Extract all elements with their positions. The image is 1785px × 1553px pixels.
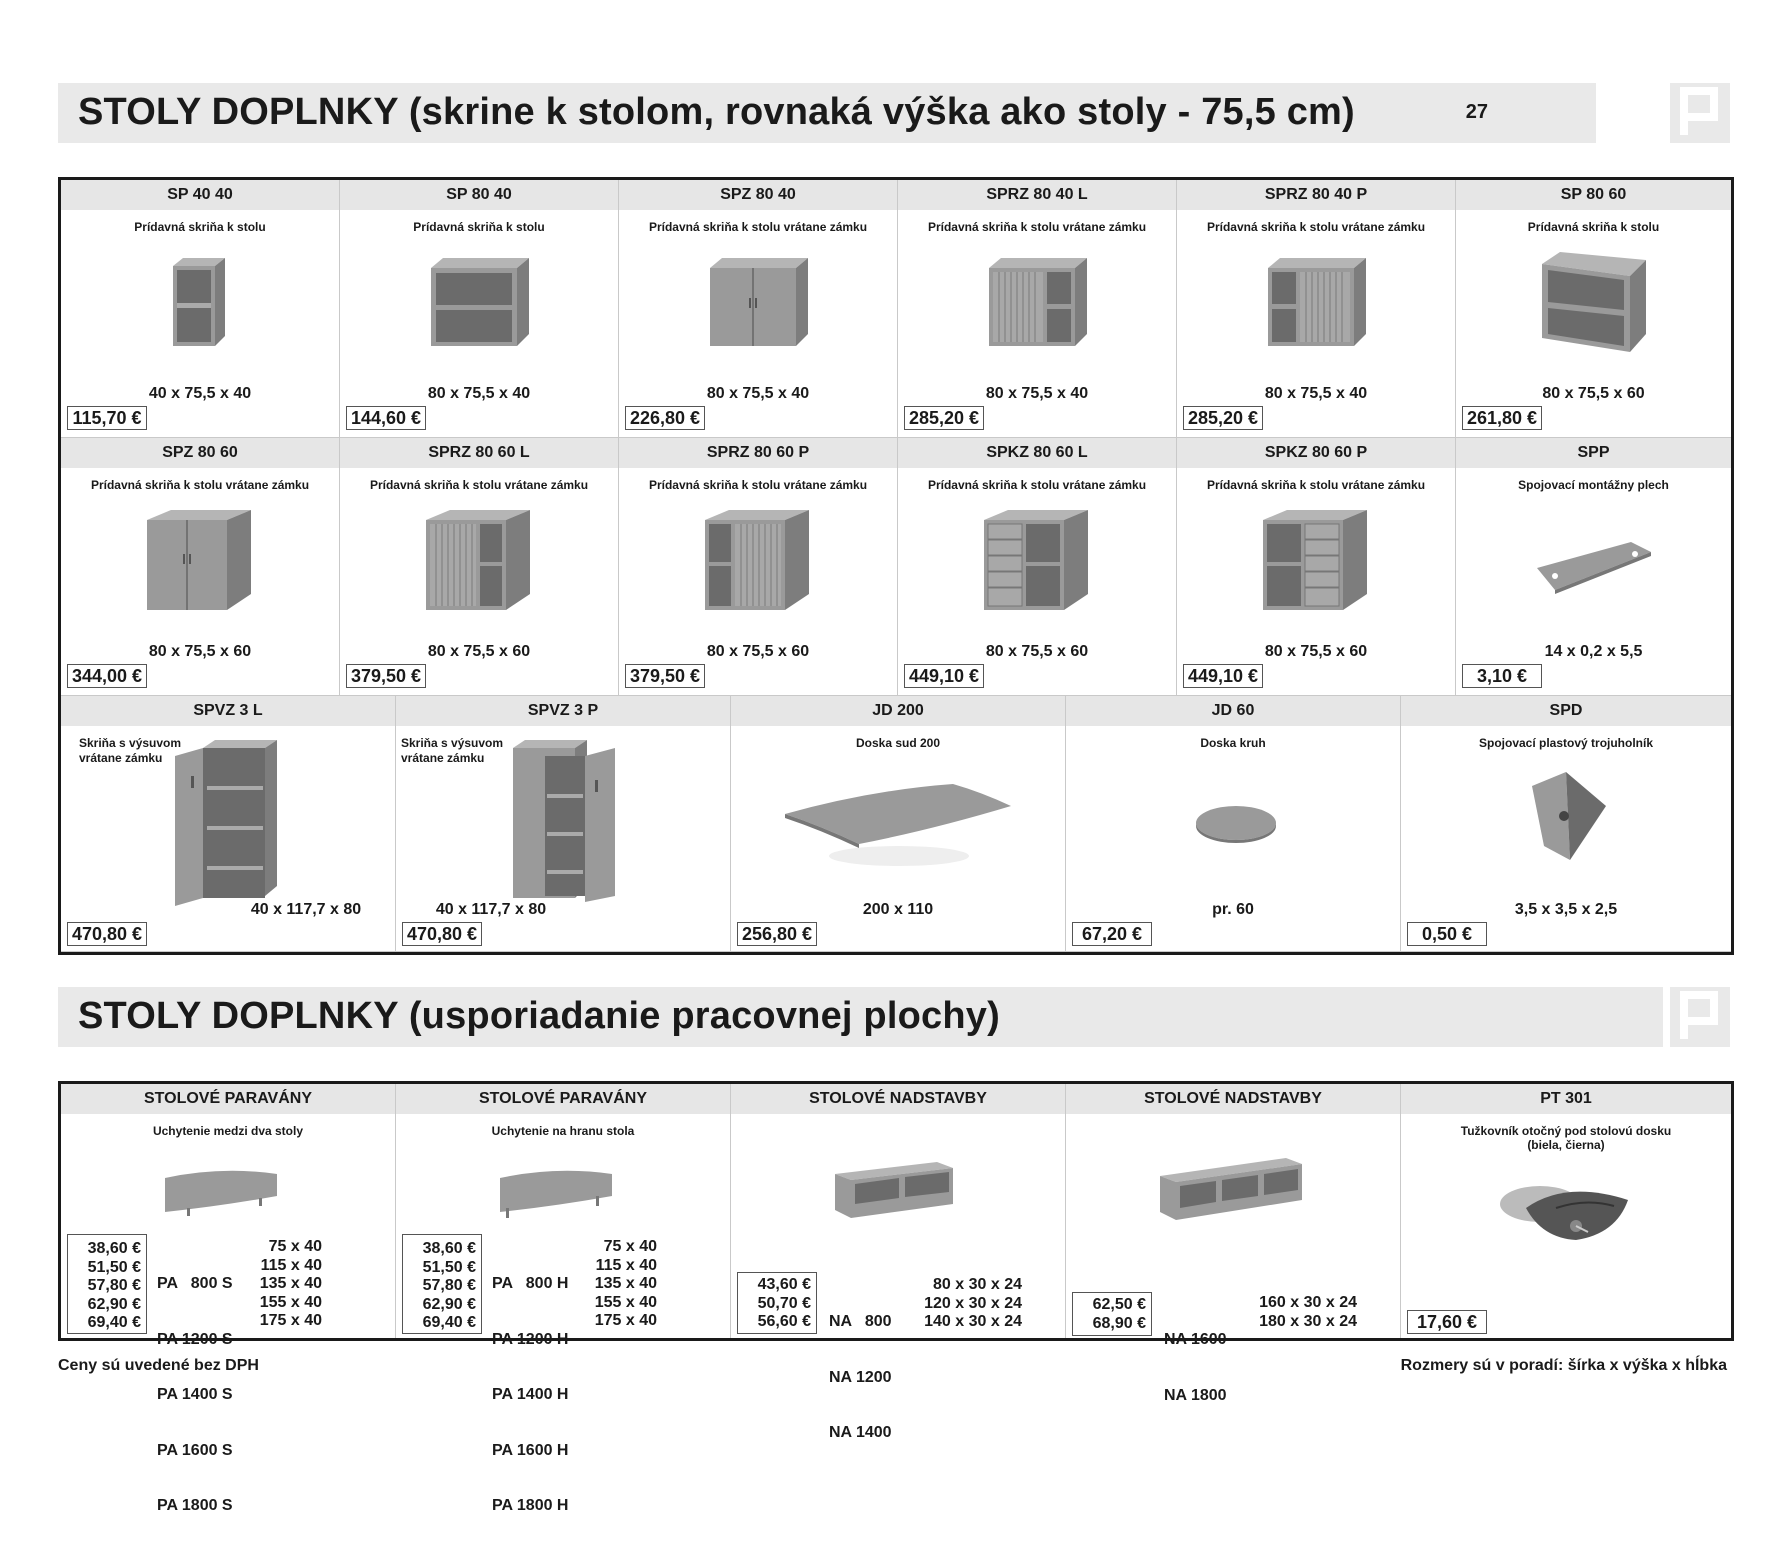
price-column bbox=[1072, 1296, 1146, 1333]
size-item: 115 x 40 bbox=[260, 1256, 322, 1274]
price-column bbox=[737, 1276, 811, 1332]
roller-shutter-cabinet-left-icon bbox=[983, 254, 1093, 354]
size-item: 115 x 40 bbox=[595, 1256, 657, 1274]
open-shelf-cabinet-narrow-icon bbox=[165, 254, 235, 354]
product-price: 115,70 € bbox=[67, 406, 147, 430]
footer-note-dimensions: Rozmery sú v poradí: šírka x výška x hĺbka bbox=[1400, 1357, 1727, 1374]
product-code: SPD bbox=[1401, 696, 1731, 726]
product-description: Prídavná skriňa k stolu bbox=[1527, 220, 1660, 234]
product-description: Prídavná skriňa k stolu vrátane zámku bbox=[648, 220, 868, 234]
product-price: 379,50 € bbox=[625, 664, 705, 688]
product-card bbox=[61, 696, 396, 952]
product-code: SPRZ 80 60 L bbox=[340, 438, 618, 468]
product-description: Skriňa s výsuvom vrátane zámku bbox=[401, 736, 504, 765]
product-price: 449,10 € bbox=[904, 664, 984, 688]
product-price: 67,20 € bbox=[1072, 922, 1152, 946]
product-code: SP 40 40 bbox=[61, 180, 339, 210]
product-dimensions: 200 x 110 bbox=[862, 901, 934, 918]
product-card bbox=[1401, 1084, 1731, 1338]
product-price: 470,80 € bbox=[67, 922, 147, 946]
product-code: SPKZ 80 60 P bbox=[1177, 438, 1455, 468]
product-card bbox=[396, 1084, 731, 1514]
size-item: 140 x 30 x 24 bbox=[924, 1313, 1022, 1330]
section-header-1 bbox=[58, 83, 1596, 143]
product-code: SPP bbox=[1456, 438, 1731, 468]
product-description: Tužkovník otočný pod stolovú dosku (biela, čierna) bbox=[1460, 1124, 1672, 1152]
product-description: Doska sud 200 bbox=[855, 736, 941, 750]
product-code: STOLOVÉ NADSTAVBY bbox=[1066, 1084, 1400, 1114]
product-dimensions: 80 x 75,5 x 40 bbox=[706, 385, 810, 402]
product-code: SPRZ 80 40 P bbox=[1177, 180, 1455, 210]
plastic-triangle-connector-icon bbox=[1526, 766, 1616, 866]
size-item: 75 x 40 bbox=[268, 1238, 322, 1255]
product-price: 379,50 € bbox=[346, 664, 426, 688]
brand-logo-icon bbox=[1670, 83, 1730, 143]
product-code: JD 60 bbox=[1066, 696, 1400, 726]
product-card bbox=[731, 696, 1066, 952]
product-price: 226,80 € bbox=[625, 406, 705, 430]
product-price: 17,60 € bbox=[1407, 1310, 1487, 1334]
product-code: JD 200 bbox=[731, 696, 1065, 726]
price-item: 68,90 € bbox=[1092, 1314, 1146, 1332]
model-item: PA 1400 H bbox=[492, 1386, 569, 1403]
product-price: 261,80 € bbox=[1462, 406, 1542, 430]
product-code: SPRZ 80 60 P bbox=[619, 438, 897, 468]
product-price: 0,50 € bbox=[1407, 922, 1487, 946]
model-item: PA 1800 H bbox=[492, 1497, 569, 1514]
product-price: 449,10 € bbox=[1183, 664, 1263, 688]
desk-screen-panel-icon bbox=[496, 1162, 616, 1222]
product-card bbox=[1066, 696, 1401, 952]
price-item: 62,90 € bbox=[422, 1295, 476, 1313]
product-dimensions: 40 x 117,7 x 80 bbox=[435, 901, 547, 918]
roller-shutter-cabinet-left-icon bbox=[422, 508, 537, 616]
price-item: 51,50 € bbox=[87, 1258, 141, 1276]
product-description: Uchytenie na hranu stola bbox=[491, 1124, 635, 1138]
footer-note-vat: Ceny sú uvedené bez DPH bbox=[58, 1357, 259, 1374]
product-dimensions: pr. 60 bbox=[1212, 901, 1254, 918]
price-list bbox=[402, 1234, 702, 1514]
product-code: SPZ 80 60 bbox=[61, 438, 339, 468]
open-shelf-cabinet-deep-icon bbox=[1538, 252, 1653, 356]
product-dimensions: 80 x 75,5 x 60 bbox=[985, 643, 1089, 660]
size-item: 175 x 40 bbox=[259, 1312, 322, 1329]
price-item: 38,60 € bbox=[87, 1240, 141, 1257]
size-column bbox=[907, 1276, 1022, 1332]
product-code: SPKZ 80 60 L bbox=[898, 438, 1176, 468]
door-cabinet-icon bbox=[704, 254, 814, 354]
product-description: Prídavná skriňa k stolu vrátane zámku bbox=[1206, 220, 1426, 234]
price-item: 38,60 € bbox=[422, 1240, 476, 1257]
drawer-cabinet-right-icon bbox=[1259, 508, 1374, 616]
size-column bbox=[247, 1238, 322, 1331]
section-title-2: STOLY DOPLNKY (usporiadanie pracovnej plochy) bbox=[78, 995, 1000, 1037]
product-code: SPZ 80 40 bbox=[619, 180, 897, 210]
product-description: Prídavná skriňa k stolu bbox=[134, 220, 266, 234]
product-dimensions: 80 x 75,5 x 40 bbox=[427, 385, 531, 402]
product-card bbox=[396, 696, 731, 952]
product-card bbox=[619, 180, 898, 438]
size-column bbox=[1242, 1294, 1357, 1331]
product-description: Spojovací montážny plech bbox=[1518, 478, 1669, 492]
product-description: Spojovací plastový trojuholník bbox=[1478, 736, 1654, 750]
model-column bbox=[1164, 1294, 1227, 1442]
product-code: SP 80 60 bbox=[1456, 180, 1731, 210]
product-card bbox=[898, 180, 1177, 438]
size-item: 160 x 30 x 24 bbox=[1259, 1294, 1357, 1311]
price-column bbox=[402, 1240, 476, 1333]
page-number: 27 bbox=[1465, 101, 1488, 123]
model-item: PA 1200 S bbox=[157, 1330, 233, 1348]
price-item: 69,40 € bbox=[422, 1314, 476, 1331]
model-column bbox=[157, 1238, 233, 1553]
desk-shelf-two-icon bbox=[831, 1154, 956, 1224]
price-list bbox=[737, 1272, 1037, 1441]
size-item: 80 x 30 x 24 bbox=[933, 1276, 1022, 1293]
product-description: Prídavná skriňa k stolu vrátane zámku bbox=[927, 478, 1147, 492]
model-item: NA 1400 bbox=[829, 1424, 892, 1441]
product-grid-1 bbox=[58, 177, 1734, 955]
product-price: 285,20 € bbox=[904, 406, 984, 430]
product-description: Doska kruh bbox=[1200, 736, 1266, 750]
pullout-cabinet-right-icon bbox=[511, 736, 621, 906]
product-card bbox=[340, 438, 619, 696]
size-item: 135 x 40 bbox=[594, 1275, 657, 1292]
desk-shelf-three-icon bbox=[1156, 1150, 1306, 1226]
price-item: 43,60 € bbox=[757, 1276, 811, 1293]
section-title-1: STOLY DOPLNKY (skrine k stolom, rovnaká výška ako stoly - 75,5 cm) bbox=[78, 91, 1355, 133]
model-item: NA 800 bbox=[829, 1313, 892, 1330]
model-item: NA 1600 bbox=[1164, 1331, 1227, 1348]
product-dimensions: 14 x 0,2 x 5,5 bbox=[1544, 643, 1643, 660]
product-price: 344,00 € bbox=[67, 664, 147, 688]
model-column bbox=[829, 1276, 892, 1480]
size-item: 120 x 30 x 24 bbox=[924, 1294, 1022, 1312]
product-code: SPVZ 3 L bbox=[61, 696, 395, 726]
product-description: Prídavná skriňa k stolu vrátane zámku bbox=[927, 220, 1147, 234]
barrel-table-top-icon bbox=[781, 776, 1011, 876]
price-item: 51,50 € bbox=[422, 1258, 476, 1276]
product-card bbox=[340, 180, 619, 438]
roller-shutter-cabinet-right-icon bbox=[701, 508, 816, 616]
brand-logo-icon bbox=[1670, 987, 1730, 1047]
price-item: 62,50 € bbox=[1092, 1296, 1146, 1313]
price-column bbox=[67, 1240, 141, 1333]
product-card bbox=[61, 438, 340, 696]
price-item: 57,80 € bbox=[422, 1277, 476, 1294]
product-dimensions: 40 x 117,7 x 80 bbox=[250, 901, 362, 918]
product-description: Prídavná skriňa k stolu vrátane zámku bbox=[1206, 478, 1426, 492]
product-price: 3,10 € bbox=[1462, 664, 1542, 688]
product-card bbox=[1177, 438, 1456, 696]
model-column bbox=[492, 1238, 568, 1553]
size-item: 155 x 40 bbox=[594, 1293, 657, 1311]
product-card bbox=[61, 180, 340, 438]
product-dimensions: 80 x 75,5 x 40 bbox=[985, 385, 1089, 402]
mounting-plate-icon bbox=[1531, 538, 1656, 598]
pullout-cabinet-left-icon bbox=[173, 736, 283, 906]
swivel-pen-tray-icon bbox=[1496, 1174, 1636, 1254]
product-price: 285,20 € bbox=[1183, 406, 1263, 430]
product-card bbox=[1401, 696, 1731, 952]
model-item: PA 800 H bbox=[492, 1275, 569, 1292]
section-header-2 bbox=[58, 987, 1663, 1047]
open-shelf-cabinet-icon bbox=[425, 254, 535, 354]
product-description: Prídavná skriňa k stolu vrátane zámku bbox=[648, 478, 868, 492]
product-dimensions: 80 x 75,5 x 60 bbox=[1542, 385, 1645, 402]
product-card bbox=[1456, 180, 1731, 438]
price-item: 56,60 € bbox=[757, 1313, 811, 1330]
product-price: 144,60 € bbox=[346, 406, 426, 430]
product-dimensions: 40 x 75,5 x 40 bbox=[148, 385, 252, 402]
model-item: NA 1200 bbox=[829, 1368, 892, 1386]
drawer-cabinet-left-icon bbox=[980, 508, 1095, 616]
roller-shutter-cabinet-right-icon bbox=[1262, 254, 1372, 354]
product-card bbox=[619, 438, 898, 696]
product-code: SPRZ 80 40 L bbox=[898, 180, 1176, 210]
product-description: Skriňa s výsuvom vrátane zámku bbox=[79, 736, 182, 765]
product-dimensions: 80 x 75,5 x 60 bbox=[427, 643, 531, 660]
model-item: PA 1600 S bbox=[157, 1441, 233, 1459]
product-description: Uchytenie medzi dva stoly bbox=[152, 1124, 304, 1138]
model-item: PA 800 S bbox=[157, 1275, 233, 1292]
product-description: Prídavná skriňa k stolu vrátane zámku bbox=[369, 478, 589, 492]
product-card bbox=[1177, 180, 1456, 438]
product-card bbox=[898, 438, 1177, 696]
product-code: PT 301 bbox=[1401, 1084, 1731, 1114]
door-cabinet-deep-icon bbox=[143, 508, 258, 616]
product-card bbox=[1456, 438, 1731, 696]
price-item: 69,40 € bbox=[87, 1314, 141, 1331]
product-description: Prídavná skriňa k stolu vrátane zámku bbox=[90, 478, 310, 492]
price-item: 57,80 € bbox=[87, 1277, 141, 1294]
model-item: NA 1800 bbox=[1164, 1386, 1227, 1404]
product-price: 470,80 € bbox=[402, 922, 482, 946]
product-dimensions: 80 x 75,5 x 60 bbox=[706, 643, 810, 660]
desk-screen-panel-icon bbox=[161, 1162, 281, 1222]
product-dimensions: 80 x 75,5 x 60 bbox=[148, 643, 252, 660]
price-list bbox=[1072, 1292, 1372, 1404]
product-dimensions: 3,5 x 3,5 x 2,5 bbox=[1514, 901, 1618, 918]
product-code: SPVZ 3 P bbox=[396, 696, 730, 726]
price-item: 62,90 € bbox=[87, 1295, 141, 1313]
product-code: STOLOVÉ PARAVÁNY bbox=[396, 1084, 730, 1114]
product-code: SP 80 40 bbox=[340, 180, 618, 210]
product-dimensions: 80 x 75,5 x 40 bbox=[1264, 385, 1368, 402]
round-table-top-icon bbox=[1191, 801, 1281, 846]
model-item: PA 1600 H bbox=[492, 1441, 569, 1459]
model-item: PA 1200 H bbox=[492, 1330, 569, 1348]
size-item: 175 x 40 bbox=[594, 1312, 657, 1329]
model-item: PA 1400 S bbox=[157, 1386, 233, 1403]
product-dimensions: 80 x 75,5 x 60 bbox=[1264, 643, 1368, 660]
size-item: 180 x 30 x 24 bbox=[1259, 1312, 1357, 1330]
price-item: 50,70 € bbox=[757, 1294, 811, 1312]
product-code: STOLOVÉ NADSTAVBY bbox=[731, 1084, 1065, 1114]
product-price: 256,80 € bbox=[737, 922, 817, 946]
product-card bbox=[1066, 1084, 1401, 1404]
size-item: 155 x 40 bbox=[259, 1293, 322, 1311]
size-column bbox=[582, 1238, 657, 1331]
product-card bbox=[731, 1084, 1066, 1441]
size-item: 75 x 40 bbox=[603, 1238, 657, 1255]
product-description: Prídavná skriňa k stolu bbox=[413, 220, 545, 234]
size-item: 135 x 40 bbox=[259, 1275, 322, 1292]
product-code: STOLOVÉ PARAVÁNY bbox=[61, 1084, 395, 1114]
model-item: PA 1800 S bbox=[157, 1497, 233, 1514]
